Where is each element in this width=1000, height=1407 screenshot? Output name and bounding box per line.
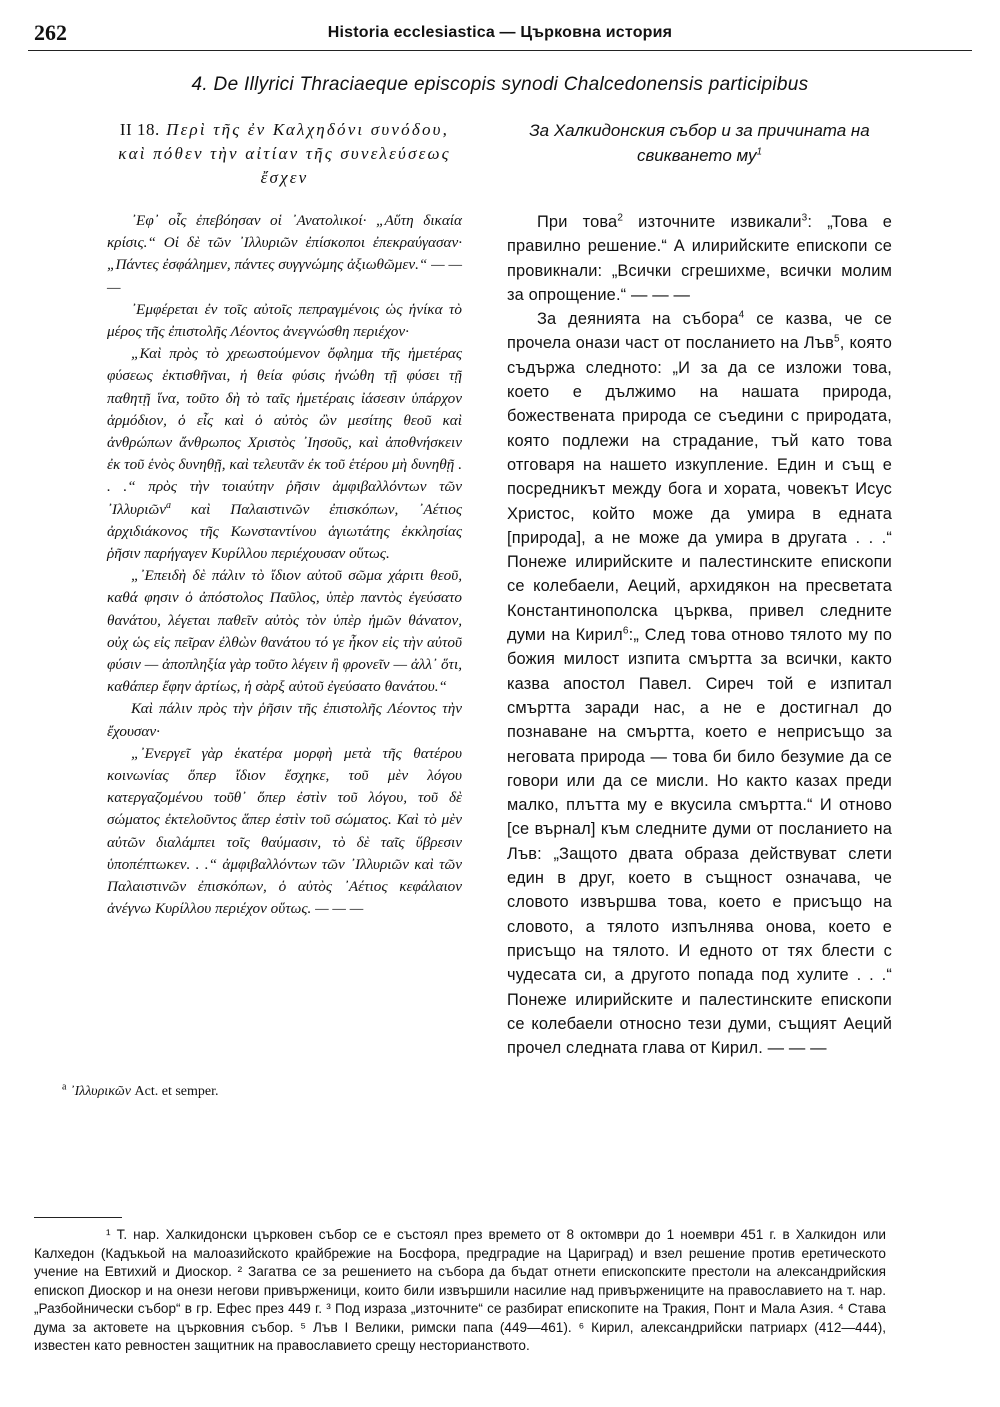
- greek-paragraph: ᾿Εμφέρεται ἐν τοῖς αὐτοῖς πεπραγμένοις ὡς ἡνίκα τὸ μέρος τῆς ἐπιστολῆς Λέοντος ἀνεγνώσθη περιέχον·: [107, 300, 462, 341]
- chapter-number: II 18.: [119, 120, 160, 139]
- bulgarian-column: [507, 118, 892, 1060]
- page-header: [28, 20, 972, 51]
- greek-paragraph: „᾿Επειδὴ δὲ πάλιν τὸ ἴδιον αὐτοῦ σῶμα χάριτι θεοῦ, καθά φησιν ὁ ἀπόστολος Παῦλος, ὑπὲρ παντὸς ἐγεύσατο θανάτου, λέγεται παθεῖν αὐτὸς τὸν ὑπὲρ ἡμῶν θάνατον, οὐχ ὡς εἰς πεῖραν ἐλθὼν θανάτου τό γε ἧκον εἰς τὴν αὐτοῦ φύσιν — ἀποπληξία γὰρ τοῦτο λέγειν ἢ φρονεῖν — ἀλλ᾿ ὅτι, καθάπερ ἔφην ἀρτίως, ἡ σὰρξ αὐτοῦ ἐγεύσατο θανάτου.“: [107, 567, 462, 696]
- text-run: : „Това е правилно решение.“ А илирийските епископи се провикнали: „Всички сгрешихме, всички молим за опрощение.“ — — —: [507, 213, 892, 304]
- greek-paragraph-text: καὶ Παλαιστινῶν ἐπισκόπων, ᾿Αέτιος ἀρχιδιάκονος τῆς Κωνσταντίνου ἁγιωτάτης ἐκκλησίας ῥῆσιν παρήγαγεν Κυρίλλου περιέχουσαν οὕτως.: [107, 500, 462, 563]
- note-marker: a: [165, 499, 171, 511]
- greek-paragraph: „᾿Ενεργεῖ γὰρ ἑκατέρα μορφὴ μετὰ τῆς θατέρου κοινωνίας ὅπερ ἴδιον ἔσχηκε, τοῦ μὲν λόγου κατεργαζομένου τοῦθ᾿ ὅπερ ἐστὶν τοῦ λόγου, τοῦ δὲ σώματος ἐκτελοῦντος ἅπερ ἐστὶν τοῦ σώματος. Καὶ τὸ μὲν αὐτῶν διαλάμπει τοῖς θαύμασιν, τὸ δὲ ταῖς ὕβρεσιν ὑποπέπτωκεν. . .“ ἀμφιβαλλόντων τῶν ᾿Ιλλυριῶν καὶ τῶν Παλαιστινῶν ἐπισκόπων, ὁ αὐτὸς ᾿Αέτιος κεφάλαιον ἀνέγνω Κυρίλλου περιέχον οὕτως. — — —: [107, 744, 462, 918]
- bulgarian-paragraph: [507, 307, 892, 1060]
- page-number: 262: [34, 20, 67, 45]
- greek-paragraph: [107, 343, 462, 565]
- text-run: източните извикали: [623, 213, 802, 231]
- bulgarian-text: [507, 210, 892, 1060]
- footnote-divider: [34, 1217, 122, 1218]
- section-title: 4. De Illyrici Thraciaeque episcopis synodi Chalcedonensis participibus: [191, 74, 809, 95]
- running-title: Historia ecclesiastica — Църковна история: [327, 24, 673, 41]
- greek-heading-text: Περὶ τῆς ἐν Καλχηδόνι συνόδου, καὶ πόθεν τὴν αἰτίαν τῆς συνελεύσεως ἔσχεν: [118, 120, 451, 187]
- footnote-text: ¹ Т. нар. Халкидонски църковен събор се е състоял през времето от 8 октомври до 1 ноември 451 г. в Халкидон или Калхедон (Кадъкьой на малоазийското крайбрежие на Босфора, предградие на Цариград) и взел решение против еретическото учение на Евтихий и Диоскор. ² Загатва се за решението на събора да бъдат отнети епископските престоли на александрийския епископ Диоскор и на онези негови привърженици, които били извършили насилие над привържениците на православието на т. нар. „Разбойнически събор“ в гр. Ефес през 449 г. ³ Под израза „източните“ се разбират епископите на Тракия, Понт и Мала Азия. ⁴ Става дума за актовете на църковния събор. ⁵ Лъв I Велики, римски папа (449—461). ⁶ Кирил, александрийски патриарх (412—444), известен като ревностен защитник на православието срещу несторианството.: [34, 1227, 886, 1353]
- text-run: се казва, че се прочела онази част от посланието на Лъв: [507, 310, 892, 353]
- greek-paragraph: Καὶ πάλιν πρὸς τὴν ῥῆσιν τῆς ἐπιστολῆς Λέοντος τὴν ἔχουσαν·: [107, 700, 462, 740]
- note-latin-text: Act. et semper.: [134, 1084, 219, 1099]
- greek-paragraph-text: „Καὶ πρὸς τὸ χρεωστούμενον ὄφλημα τῆς ἡμετέρας φύσεως ἐκτισθῆναι, ἡ θεία φύσις ἡνώθη τῇ φύσει τῇ παθητῇ ἵνα, τοῦτο δὴ τὸ ταῖς ἡμετέραις ἰάσεσιν ὑπάρχον ἁρμόδιον, ὁ εἷς καὶ ὁ αὐτὸς ὢν μεσίτης θεοῦ καὶ ἀνθρώπων ἄνθρωπος Χριστὸς ᾿Ιησοῦς, καὶ ἀποθνήσκειν ἐκ τοῦ ἑνὸς δυνηθῇ, καὶ τελευτᾶν ἐκ τοῦ ἑτέρου μὴ δυνηθῇ . . .“ πρὸς τὴν τοιαύτην ῥῆσιν ἀμφιβαλλόντων τῶν ᾿Ιλλυριῶν: [107, 345, 462, 518]
- footnote-ref: 3: [801, 212, 808, 224]
- greek-apparatus-note: [62, 1081, 442, 1100]
- greek-chapter-heading: [107, 118, 462, 190]
- footnotes: [34, 1226, 886, 1356]
- text-run: За деянията на събора: [537, 310, 739, 329]
- text-run: , която съдържа следното: „И за да се изложи това, което е дължимо на нашата природа, божествената природа се съедини с природата, която подлежи на страдание, тъй като това отговаря на нашето изкупление. Един и същ е посредникът между бога и хората, човекът Исус Христос, който може да умира в едната [природа], а не може да умира в другата . . .“ Понеже илирийските и палестинските епископи се колебаели, Аеций, архидякон на пресветата Константинополска църква, привел следните думи на Кирил: [507, 334, 892, 645]
- text-run: :„ След това отново тялото му по божия милост изпита смъртта за всички, както казва апостол Павел. Сиреч той е изпитал смъртта заради нас, а не е достигнал до познаване на смъртта, което е неприсъщо за неговата природа — това би било безумие да се говори или да се мисли. Но както казах преди малко, плътта му е вкусила смъртта.“ И отново [се върнал] към следните думи от посланието на Лъв: „Защото двата образа действуват слети един в друг, което в същност означава, че словото извършва това, което е присъщо на словото, а тялото изпълнява онова, което е присъщо на тялото. И едното от тях блести с чудесата си, а другото попада под хулите . . .“ Понеже илирийските и палестинските епископи се колебаели относно тези думи, същият Аеций прочел следната глава от Кирил. — — —: [507, 626, 893, 1058]
- greek-text: [107, 210, 462, 921]
- footnote-ref: 4: [738, 309, 745, 321]
- bulgarian-heading-text: За Халкидонския събор и за причината на свикването му: [529, 121, 870, 165]
- bulgarian-chapter-heading: [507, 118, 892, 190]
- footnote-ref: 1: [756, 146, 763, 158]
- footnote-ref: 5: [834, 334, 840, 346]
- note-marker: a: [62, 1081, 67, 1093]
- bulgarian-paragraph: [507, 210, 892, 307]
- greek-paragraph: ᾿Εφ᾿ οἷς ἐπεβόησαν οἱ ᾿Ανατολικοί· „Αὕτη δικαία κρίσις.“ Οἱ δὲ τῶν ᾿Ιλλυριῶν ἐπίσκοποι ἐπεκραύγασαν· „Πάντες ἐσφάλημεν, πάντες συγγνώμης ἀξιωθῶμεν.“ — — —: [107, 212, 462, 296]
- note-greek-word: ᾿Ιλλυρικῶν: [69, 1084, 132, 1099]
- text-run: При това: [537, 213, 618, 231]
- greek-column: [107, 118, 462, 921]
- footnote-ref: 6: [622, 625, 629, 637]
- footnote-ref: 2: [617, 212, 624, 224]
